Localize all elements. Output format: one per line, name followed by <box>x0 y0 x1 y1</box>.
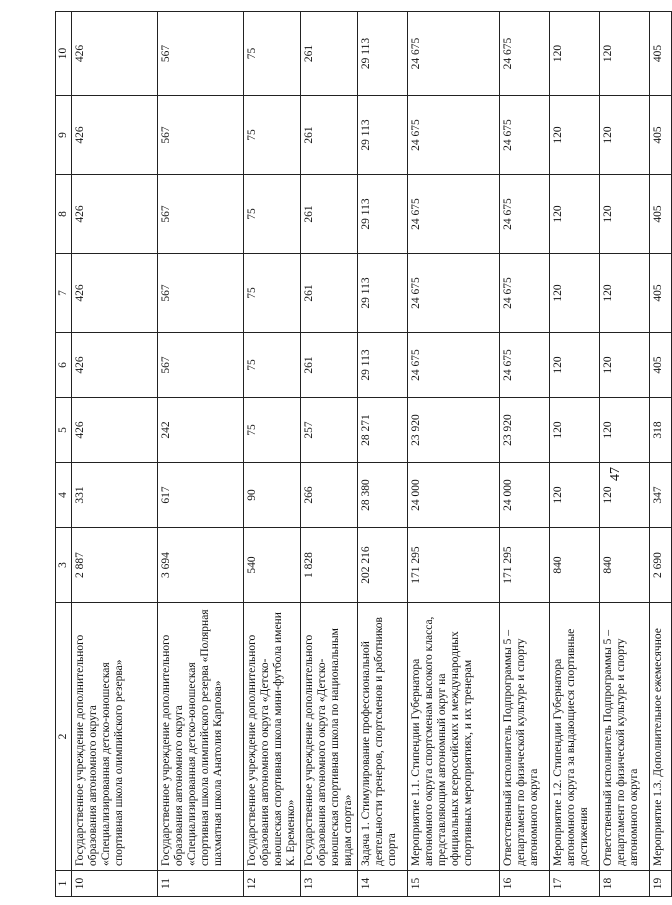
row-value: 405 <box>650 333 672 398</box>
table-row <box>650 12 672 897</box>
row-value: 90 <box>244 463 301 528</box>
table-row <box>72 12 158 897</box>
table-row <box>158 12 244 897</box>
column-header: 8 <box>56 175 72 254</box>
row-value: 540 <box>244 528 301 603</box>
row-value: 24 675 <box>500 175 550 254</box>
row-value: 261 <box>301 254 358 333</box>
row-value: 261 <box>301 175 358 254</box>
row-value: 426 <box>72 175 158 254</box>
column-header: 9 <box>56 96 72 175</box>
row-number: 18 <box>600 871 650 897</box>
row-value: 426 <box>72 96 158 175</box>
row-value: 120 <box>600 463 650 528</box>
table-row <box>408 12 500 897</box>
row-name: Государственное учреждение дополнительного образования автономного округа «Детско-юношеская спортивная школа по национальным видам спорта» <box>301 603 358 871</box>
row-value: 257 <box>301 398 358 463</box>
column-header: 7 <box>56 254 72 333</box>
row-value: 24 675 <box>408 96 500 175</box>
row-value: 171 295 <box>500 528 550 603</box>
table-row <box>500 12 550 897</box>
row-value: 405 <box>650 96 672 175</box>
row-number: 11 <box>158 871 244 897</box>
row-number: 17 <box>550 871 600 897</box>
row-value: 266 <box>301 463 358 528</box>
table-row <box>244 12 301 897</box>
row-value: 23 920 <box>408 398 500 463</box>
column-header: 3 <box>56 528 72 603</box>
row-value: 120 <box>550 463 600 528</box>
row-value: 75 <box>244 398 301 463</box>
column-header: 5 <box>56 398 72 463</box>
table-row <box>600 12 650 897</box>
column-header: 10 <box>56 12 72 96</box>
row-number: 10 <box>72 871 158 897</box>
row-value: 24 675 <box>408 333 500 398</box>
row-value: 202 216 <box>358 528 408 603</box>
row-name: Государственное учреждение дополнительного образования автономного округа «Специализированная детско-юношеская спортивная школа олимпийского резерва «Полярная шахматная школа Анатолия Карпова» <box>158 603 244 871</box>
row-name: Ответственный исполнитель Подпрограммы 5 – департамент по физической культуре и спорту автономного округа <box>500 603 550 871</box>
row-name: Мероприятие 1.3. Дополнительное ежемесячное <box>650 603 672 871</box>
row-value: 24 675 <box>408 254 500 333</box>
row-value: 75 <box>244 254 301 333</box>
row-value: 617 <box>158 463 244 528</box>
row-name: Мероприятие 1.2. Стипендии Губернатора автономного округа за выдающиеся спортивные достижения <box>550 603 600 871</box>
row-value: 426 <box>72 254 158 333</box>
row-number: 15 <box>408 871 500 897</box>
row-value: 567 <box>158 12 244 96</box>
row-value: 567 <box>158 254 244 333</box>
row-value: 75 <box>244 333 301 398</box>
row-value: 29 113 <box>358 12 408 96</box>
table-row <box>358 12 408 897</box>
row-value: 120 <box>550 254 600 333</box>
table-row <box>550 12 600 897</box>
row-value: 24 675 <box>500 12 550 96</box>
row-value: 426 <box>72 12 158 96</box>
row-value: 75 <box>244 12 301 96</box>
row-value: 426 <box>72 333 158 398</box>
row-value: 29 113 <box>358 175 408 254</box>
row-number: 14 <box>358 871 408 897</box>
row-value: 29 113 <box>358 333 408 398</box>
row-value: 405 <box>650 175 672 254</box>
row-name: Задача 1. Стимулирование профессиональной деятельности тренеров, спортсменов и работников спорта <box>358 603 408 871</box>
column-header: 4 <box>56 463 72 528</box>
row-value: 120 <box>550 175 600 254</box>
row-value: 261 <box>301 333 358 398</box>
row-value: 24 000 <box>500 463 550 528</box>
row-value: 120 <box>550 12 600 96</box>
row-value: 261 <box>301 12 358 96</box>
row-value: 120 <box>600 175 650 254</box>
row-value: 242 <box>158 398 244 463</box>
row-number: 16 <box>500 871 550 897</box>
row-name: Мероприятие 1.1. Стипендии Губернатора автономного округа спортсменам высокого класса, представляющим автономный округ на официальных всероссийских и международных спортивных мероприятиях, и их тренерам <box>408 603 500 871</box>
row-number: 12 <box>244 871 301 897</box>
row-value: 24 675 <box>500 254 550 333</box>
row-value: 840 <box>600 528 650 603</box>
table-row <box>301 12 358 897</box>
row-value: 120 <box>600 12 650 96</box>
row-value: 24 000 <box>408 463 500 528</box>
row-value: 75 <box>244 96 301 175</box>
budget-table <box>55 11 672 897</box>
row-value: 24 675 <box>500 333 550 398</box>
row-value: 120 <box>600 333 650 398</box>
row-name: Государственное учреждение дополнительного образования автономного округа «Детско-юношеская спортивная школа мини-футбола имени К. Еременко» <box>244 603 301 871</box>
row-value: 75 <box>244 175 301 254</box>
row-value: 28 271 <box>358 398 408 463</box>
row-value: 405 <box>650 254 672 333</box>
row-value: 23 920 <box>500 398 550 463</box>
row-name: Ответственный исполнитель Подпрограммы 5 – департамент по физической культуре и спорту автономного округа <box>600 603 650 871</box>
row-value: 29 113 <box>358 96 408 175</box>
row-value: 24 675 <box>408 175 500 254</box>
row-value: 331 <box>72 463 158 528</box>
row-value: 261 <box>301 96 358 175</box>
row-value: 171 295 <box>408 528 500 603</box>
row-value: 120 <box>550 333 600 398</box>
row-value: 426 <box>72 398 158 463</box>
row-value: 405 <box>650 12 672 96</box>
table-body <box>72 12 672 897</box>
row-value: 3 694 <box>158 528 244 603</box>
column-header: 6 <box>56 333 72 398</box>
row-value: 28 380 <box>358 463 408 528</box>
row-value: 840 <box>550 528 600 603</box>
page-number: 47 <box>608 467 623 481</box>
row-value: 24 675 <box>500 96 550 175</box>
row-value: 318 <box>650 398 672 463</box>
row-value: 120 <box>550 96 600 175</box>
row-number: 13 <box>301 871 358 897</box>
row-value: 567 <box>158 333 244 398</box>
row-value: 567 <box>158 96 244 175</box>
column-header: 1 <box>56 871 72 897</box>
row-value: 2 887 <box>72 528 158 603</box>
row-value: 29 113 <box>358 254 408 333</box>
row-value: 1 828 <box>301 528 358 603</box>
row-value: 2 690 <box>650 528 672 603</box>
row-value: 120 <box>600 254 650 333</box>
row-name: Государственное учреждение дополнительного образования автономного округа «Специализированная детско-юношеская спортивная школа олимпийского резерва» <box>72 603 158 871</box>
row-value: 347 <box>650 463 672 528</box>
row-value: 120 <box>550 398 600 463</box>
header-row <box>56 12 72 897</box>
row-value: 567 <box>158 175 244 254</box>
row-number: 19 <box>650 871 672 897</box>
row-value: 120 <box>600 398 650 463</box>
row-value: 120 <box>600 96 650 175</box>
row-value: 24 675 <box>408 12 500 96</box>
column-header: 2 <box>56 603 72 871</box>
